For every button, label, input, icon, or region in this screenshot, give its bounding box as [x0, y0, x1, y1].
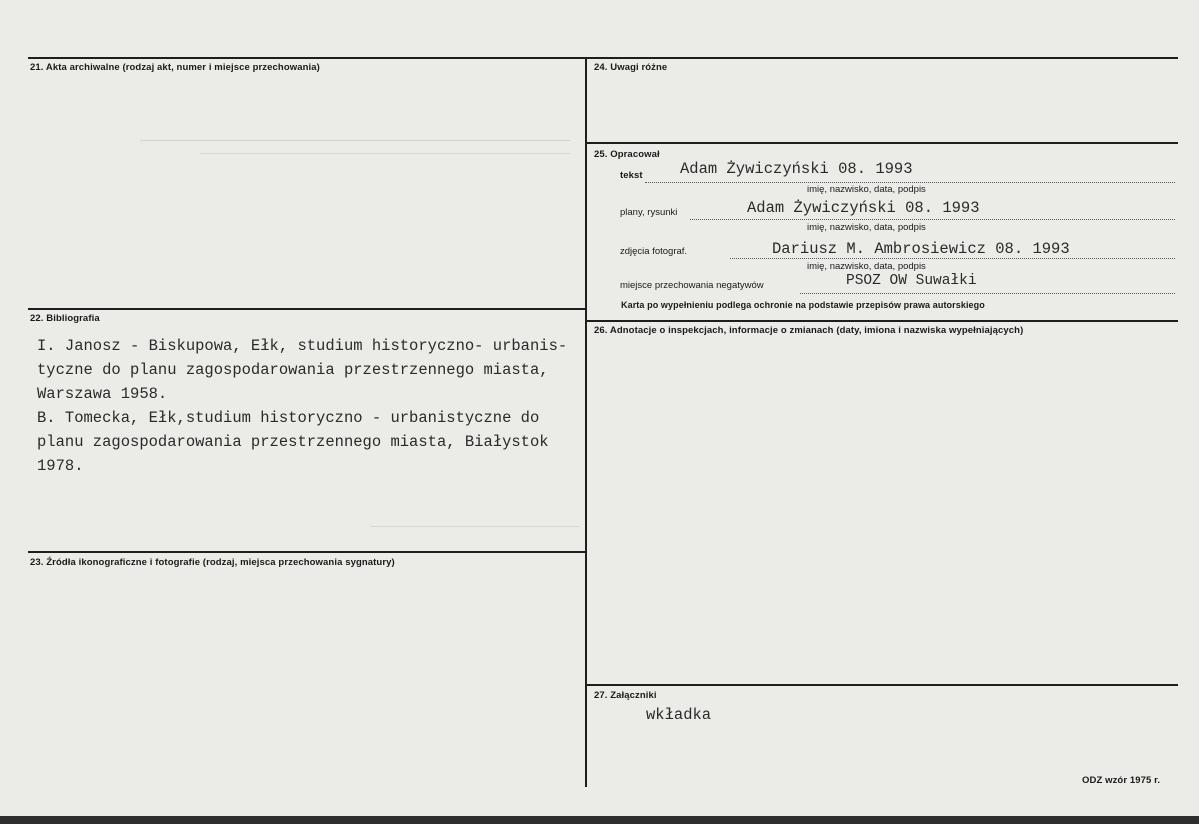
zdjecia-line [730, 258, 1175, 259]
zdjecia-caption: imię, nazwisko, data, podpis [807, 261, 926, 272]
section-23-label: 23. Źródła ikonograficzne i fotografie (rodzaj, miejsca przechowania sygnatury) [30, 557, 395, 568]
zdjecia-label: zdjęcia fotograf. [620, 246, 688, 257]
form-identifier: ODZ wzór 1975 r. [1082, 775, 1161, 786]
divider-21-22 [28, 308, 586, 310]
top-rule [28, 57, 1178, 59]
negatywy-value: PSOZ OW Suwałki [846, 273, 977, 289]
show-through-mark [200, 153, 570, 154]
tekst-caption: imię, nazwisko, data, podpis [807, 184, 926, 195]
zdjecia-value: Dariusz M. Ambrosiewicz 08. 1993 [772, 240, 1070, 258]
show-through-mark [140, 140, 570, 141]
section-27-label: 27. Załączniki [594, 690, 657, 701]
divider-24-25 [586, 142, 1178, 144]
bibliography-line: 1978. [37, 457, 84, 475]
plany-label: plany, rysunki [620, 207, 678, 218]
show-through-mark [370, 526, 580, 527]
section-24-label: 24. Uwagi różne [594, 62, 668, 73]
section-26-label: 26. Adnotacje o inspekcjach, informacje o zmianach (daty, imiona i nazwiska wypełniających) [594, 325, 1024, 336]
tekst-value: Adam Żywiczyński 08. 1993 [680, 160, 913, 178]
plany-caption: imię, nazwisko, data, podpis [807, 222, 926, 233]
bibliography-line: planu zagospodarowania przestrzennego miasta, Białystok [37, 433, 549, 451]
divider-25-26 [586, 320, 1178, 322]
tekst-line [645, 182, 1175, 183]
copyright-notice: Karta po wypełnieniu podlega ochronie na podstawie przepisów prawa autorskiego [621, 300, 985, 310]
bibliography-text [37, 334, 597, 478]
plany-value: Adam Żywiczyński 08. 1993 [747, 199, 980, 217]
bibliography-line: I. Janosz - Biskupowa, Ełk, studium historyczno- urbanis- [37, 337, 568, 355]
divider-26-27 [586, 684, 1178, 686]
section-22-label: 22. Bibliografia [30, 313, 100, 324]
section-21-label: 21. Akta archiwalne (rodzaj akt, numer i miejsce przechowania) [30, 62, 320, 73]
section-25-label: 25. Opracował [594, 149, 660, 160]
bibliography-line: tyczne do planu zagospodarowania przestrzennego miasta, [37, 361, 549, 379]
bibliography-line: B. Tomecka, Ełk,studium historyczno - urbanistyczne do [37, 409, 540, 427]
plany-line [690, 219, 1175, 220]
negatywy-line [800, 293, 1175, 294]
negatywy-label: miejsce przechowania negatywów [620, 280, 764, 291]
bibliography-line: Warszawa 1958. [37, 385, 168, 403]
divider-22-23 [28, 551, 586, 553]
tekst-label: tekst [620, 170, 643, 181]
attachments-value: wkładka [646, 706, 712, 724]
